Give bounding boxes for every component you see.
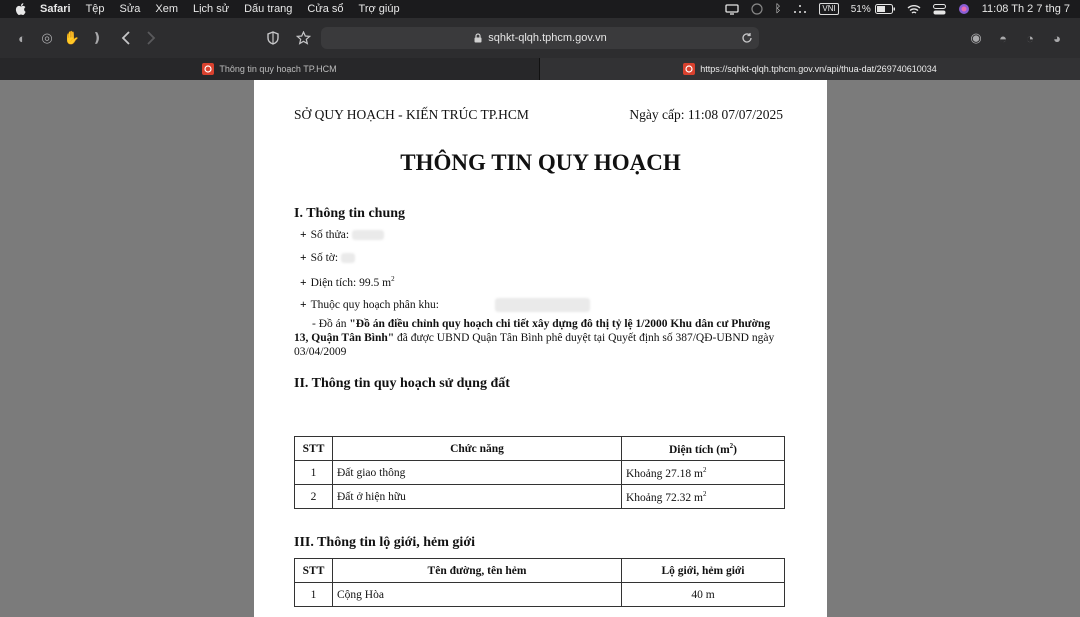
col-stt: STT: [295, 559, 333, 583]
cell-area-value: Khoảng 72.32 m: [626, 491, 703, 504]
cell-area: Khoảng 27.18 $m^2$: [622, 461, 785, 485]
extension-3-icon[interactable]: ✋: [63, 30, 81, 45]
menu-file[interactable]: Tệp: [85, 3, 105, 15]
cell-area-value: Khoảng 27.18 m: [626, 467, 703, 480]
area-row: + Diện tích: 99.5 $m^2$: [300, 275, 395, 289]
parcel-number-label: Số thửa:: [310, 229, 352, 241]
menu-edit[interactable]: Sửa: [119, 3, 141, 15]
site-favicon-icon: [683, 63, 695, 75]
redacted-value: [495, 298, 590, 312]
favorite-star-icon[interactable]: [295, 30, 311, 46]
menu-bookmarks[interactable]: Dấu trang: [244, 3, 293, 15]
col-stt: STT: [295, 437, 333, 461]
col-area: Diện tích $(m^2)$: [622, 437, 785, 461]
table-header-row: [295, 559, 785, 583]
plan-approval: đã được UBND Quận Tân Bình phê duyệt tại Quyết định số 387/QĐ-UBND ngày 03/04/2009: [294, 332, 775, 358]
site-favicon-icon: [202, 63, 214, 75]
menu-bar: [0, 0, 1080, 18]
col-function: Chức năng: [333, 437, 622, 461]
cell-stt: 2: [295, 485, 333, 509]
cell-stt: 1: [295, 583, 333, 607]
tab-api-json[interactable]: [540, 58, 1080, 80]
reload-icon[interactable]: [741, 32, 753, 44]
road-width-table: [294, 558, 785, 607]
menu-view[interactable]: Xem: [155, 3, 178, 15]
control-dots-icon[interactable]: [793, 4, 807, 14]
org-name: SỞ QUY HOẠCH - KIẾN TRÚC TP.HCM: [294, 107, 529, 122]
tab-bar: [0, 58, 1080, 80]
battery-icon[interactable]: [875, 4, 895, 14]
table-row: [295, 485, 785, 509]
cell-function: Đất ở hiện hữu: [333, 485, 622, 509]
screen-mirroring-icon[interactable]: [725, 4, 739, 15]
section-general-heading: I. Thông tin chung: [294, 206, 406, 221]
siri-icon[interactable]: [958, 3, 970, 15]
col-width: Lộ giới, hẻm giới: [622, 559, 785, 583]
menu-history[interactable]: Lịch sử: [193, 3, 230, 15]
url-text[interactable]: sqhkt-qlqh.tphcm.gov.vn: [488, 32, 607, 44]
browser-toolbar: [0, 18, 1080, 58]
document-page: [254, 80, 827, 617]
plan-prefix: - Đồ án: [312, 318, 350, 330]
zone-label: Thuộc quy hoạch phân khu:: [310, 299, 439, 311]
section-road-width-heading: III. Thông tin lộ giới, hẻm giới: [294, 535, 475, 550]
extension-7-icon[interactable]: ◔: [1026, 30, 1034, 46]
cell-function: Đất giao thông: [333, 461, 622, 485]
section-land-use-heading: II. Thông tin quy hoạch sử dụng đất: [294, 376, 510, 391]
back-icon[interactable]: [118, 30, 134, 46]
menu-window[interactable]: Cửa sổ: [307, 3, 344, 15]
cell-area: Khoảng 72.32 $m^2$: [622, 485, 785, 509]
cell-street: Cộng Hòa: [333, 583, 622, 607]
zone-row: + Thuộc quy hoạch phân khu:: [300, 299, 439, 311]
plan-name: "Đồ án điều chỉnh quy hoạch chi tiết xây dựng đô thị tỷ lệ 1/2000 Khu dân cư Phường 13, Quận Tân Bình": [294, 318, 771, 344]
parcel-number-row: + Số thửa:: [300, 229, 384, 241]
plan-description: [294, 317, 787, 359]
table-header-row: [295, 437, 785, 461]
redacted-value: [341, 253, 355, 263]
control-center-icon[interactable]: [933, 4, 946, 15]
forward-icon[interactable]: [143, 30, 159, 46]
col-area-label: Diện tích (m: [668, 443, 730, 456]
privacy-shield-icon[interactable]: [265, 30, 281, 46]
lock-icon: [473, 33, 483, 43]
address-bar[interactable]: [321, 27, 759, 49]
menubar-clock[interactable]: 11:08 Th 2 7 thg 7: [981, 3, 1070, 15]
extension-1-icon[interactable]: ◐: [18, 30, 26, 46]
sheet-number-label: Số tờ:: [310, 252, 341, 264]
col-street: Tên đường, tên hẻm: [333, 559, 622, 583]
land-use-table: [294, 436, 785, 509]
tab-title: https://sqhkt-qlqh.tphcm.gov.vn/api/thua-dat/269740610034: [700, 64, 937, 74]
menu-help[interactable]: Trợ giúp: [358, 3, 400, 15]
tab-title: Thông tin quy hoạch TP.HCM: [219, 64, 337, 74]
wifi-icon[interactable]: [907, 4, 921, 15]
extension-5-icon[interactable]: ◉: [970, 30, 982, 45]
focus-icon[interactable]: [751, 3, 763, 15]
input-method-indicator[interactable]: VNI: [819, 3, 838, 15]
battery-percent: 51%: [850, 3, 871, 15]
table-row: [295, 461, 785, 485]
tab-planning-info[interactable]: [0, 58, 540, 80]
table-row: [295, 583, 785, 607]
area-label: Diện tích: 99.5 m: [310, 276, 392, 289]
bluetooth-icon[interactable]: ᛒ: [774, 3, 782, 15]
redacted-value: [352, 230, 384, 240]
cell-stt: 1: [295, 461, 333, 485]
extension-4-icon[interactable]: ❫: [91, 30, 103, 45]
extension-2-icon[interactable]: ◎: [41, 30, 53, 45]
page-title: THÔNG TIN QUY HOẠCH: [400, 150, 681, 175]
extension-6-icon[interactable]: ◓: [999, 30, 1007, 46]
cell-width: 40 m: [622, 583, 785, 607]
sheet-number-row: + Số tờ:: [300, 252, 355, 264]
extension-8-icon[interactable]: ◕: [1053, 30, 1061, 46]
menu-app-safari[interactable]: Safari: [40, 3, 71, 15]
apple-logo-icon[interactable]: [14, 3, 28, 15]
issue-date: Ngày cấp: 11:08 07/07/2025: [629, 107, 783, 122]
